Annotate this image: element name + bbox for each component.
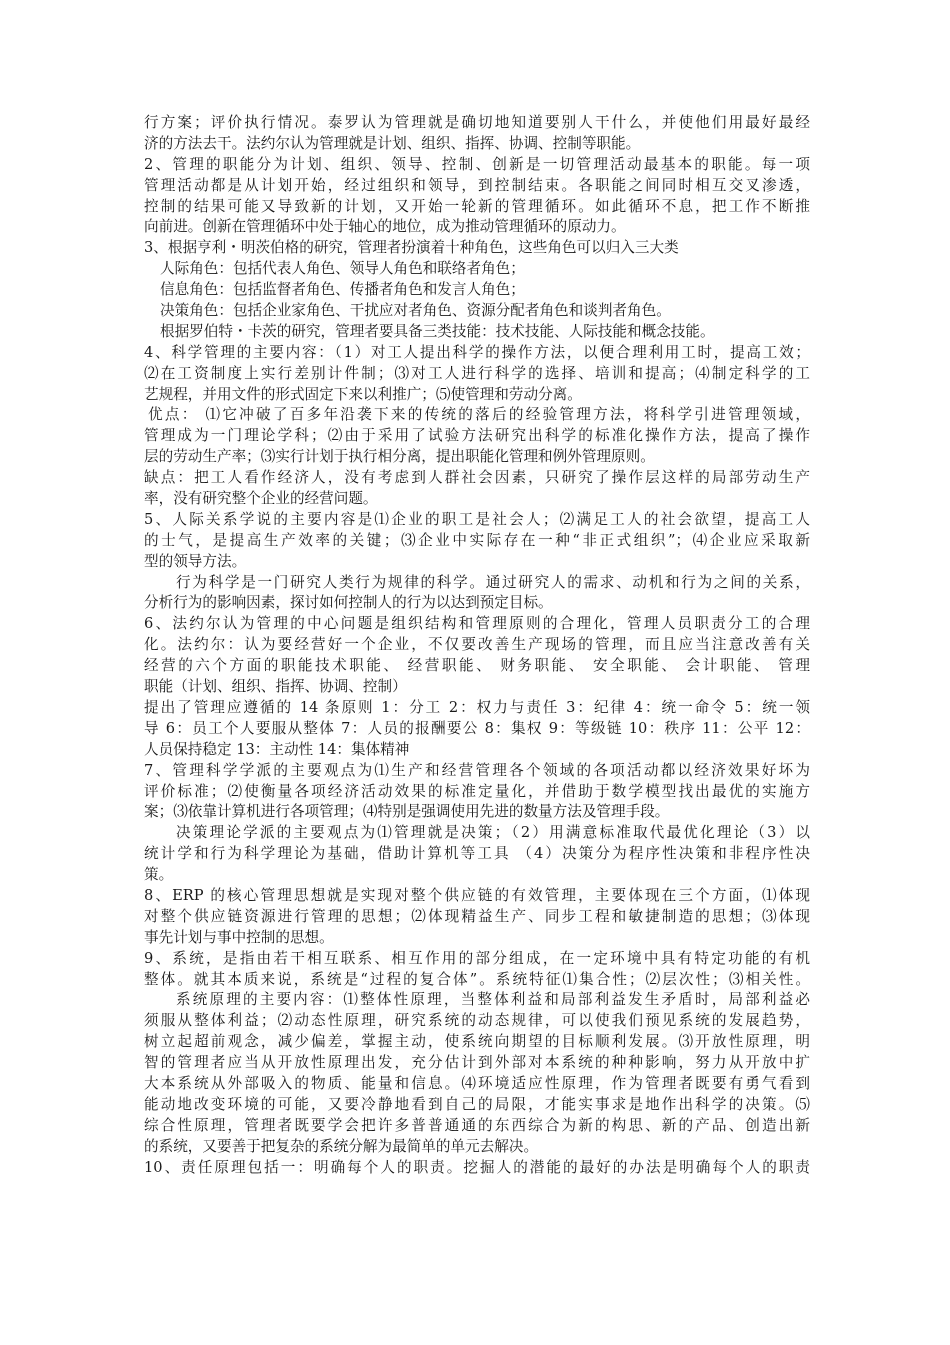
text-line: 层的劳动生产率；⑶实行计划于执行相分离，提出职能化管理和例外管理原则。 <box>144 448 655 466</box>
text-line: 5、人际关系学说的主要内容是⑴企业的职工是社会人；⑵满足工人的社会欲望，提高工人 <box>144 510 810 528</box>
text-line: 决策角色：包括企业家角色、干扰应对者角色、资源分配者角色和谈判者角色。 <box>160 302 671 320</box>
text-line: 管理成为一门理论学科；⑵由于采用了试验方法研究出科学的标准化操作方法，提高了操作 <box>144 427 810 445</box>
text-line: 对整个供应链资源进行管理的思想；⑵体现精益生产、同步工程和敏捷制造的思想；⑶体现 <box>144 907 810 925</box>
document-body <box>144 113 810 1178</box>
text-line: 分析行为的影响因素，探讨如何控制人的行为以达到预定目标。 <box>144 594 553 612</box>
text-line: 智的管理者应当从开放性原理出发，充分估计到外部对本系统的种种影响，努力从开放中扩 <box>144 1054 810 1072</box>
text-line: 优点： ⑴它冲破了百多年沿袭下来的传统的落后的经验管理方法，将科学引进管理领域， <box>148 406 810 424</box>
text-line: 10、责任原理包括一：明确每个人的职责。挖掘人的潜能的最好的办法是明确每个人的职责 <box>144 1158 810 1176</box>
text-line: 缺点：把工人看作经济人，没有考虑到人群社会因素，只研究了操作层这样的局部劳动生产 <box>144 469 810 487</box>
text-line: 率，没有研究整个企业的经营问题。 <box>144 490 378 508</box>
text-line: 提出了管理应遵循的 14 条原则 1：分工 2：权力与责任 3：纪律 4：统一命令 5：统一领 <box>144 698 810 716</box>
text-line: 根据罗伯特・卡茨的研究，管理者要具备三类技能：技术技能、人际技能和概念技能。 <box>160 322 715 340</box>
text-line: 整体。就其本质来说，系统是“过程的复合体”。系统特征⑴集合性；⑵层次性；⑶相关性。 <box>144 970 810 988</box>
text-line: 综合性原理，管理者既要学会把许多普普通通的东西综合为新的构思、新的产品、创造出新 <box>144 1116 810 1134</box>
text-line: 行为科学是一门研究人类行为规律的科学。通过研究人的需求、动机和行为之间的关系， <box>176 573 810 591</box>
text-line: 的系统，又要善于把复杂的系统分解为最简单的单元去解决。 <box>144 1137 539 1155</box>
text-line: 事先计划与事中控制的思想。 <box>144 928 334 946</box>
text-line: 艺规程，并用文件的形式固定下来以利推广；⑸使管理和劳动分离。 <box>144 385 582 403</box>
text-line: 化。法约尔：认为要经营好一个企业，不仅要改善生产现场的管理，而且应当注意改善有关 <box>144 636 810 654</box>
text-line: 3、根据亨利・明茨伯格的研究，管理者扮演着十种角色，这些角色可以归入三大类 <box>144 239 679 257</box>
text-line: 人员保持稳定 13：主动性 14：集体精神 <box>144 740 410 758</box>
text-line: 7、管理科学学派的主要观点为⑴生产和经营管理各个领域的各项活动都以经济效果好坏为 <box>144 761 810 779</box>
text-line: 管理活动都是从计划开始，经过组织和领导，到控制结束。各职能之间同时相互交叉渗透， <box>144 176 810 194</box>
text-line: 控制的结果可能又导致新的计划，又开始一轮新的管理循环。如此循环不息，把工作不断推 <box>144 197 810 215</box>
text-line: 须服从整体利益；⑵动态性原理，研究系统的动态规律，可以使我们预见系统的发展趋势， <box>144 1012 810 1030</box>
text-line: 评价标准；⑵使衡量各项经济活动效果的标准定量化，并借助于数学模型找出最优的实施方 <box>144 782 810 800</box>
text-line: 统计学和行为科学理论为基础，借助计算机等工具 （4）决策分为程序性决策和非程序性决 <box>144 845 810 863</box>
text-line: 系统原理的主要内容：⑴整体性原理，当整体利益和局部利益发生矛盾时，局部利益必 <box>176 991 810 1009</box>
text-line: 决策理论学派的主要观点为⑴管理就是决策；（2）用满意标准取代最优化理论（3）以 <box>176 824 810 842</box>
text-line: ⑵在工资制度上实行差别计件制；⑶对工人进行科学的选择、培训和提高；⑷制定科学的工 <box>144 364 810 382</box>
text-line: 大本系统从外部吸入的物质、能量和信息。⑷环境适应性原理，作为管理者既要有勇气看到 <box>144 1074 810 1092</box>
text-line: 型的领导方法。 <box>144 552 247 570</box>
text-line: 树立起超前观念，减少偏差，掌握主动，使系统向期望的目标顺利发展。⑶开放性原理，明 <box>144 1033 810 1051</box>
text-line: 信息角色：包括监督者角色、传播者角色和发言人角色； <box>160 281 525 299</box>
text-line: 2、管理的职能分为计划、组织、领导、控制、创新是一切管理活动最基本的职能。每一项 <box>144 155 810 173</box>
text-line: 案；⑶依靠计算机进行各项管理；⑷特别是强调使用先进的数量方法及管理手段。 <box>144 803 670 821</box>
text-line: 的士气，是提高生产效率的关键；⑶企业中实际存在一种“非正式组织”；⑷企业应采取新 <box>144 531 810 549</box>
text-line: 8、ERP 的核心管理思想就是实现对整个供应链的有效管理，主要体现在三个方面，⑴体现 <box>144 886 810 904</box>
text-line: 9、系统，是指由若干相互联系、相互作用的部分组成，在一定环境中具有特定功能的有机 <box>144 949 810 967</box>
text-line: 人际角色：包括代表人角色、领导人角色和联络者角色； <box>160 260 525 278</box>
text-line: 经营的六个方面的职能技术职能、 经营职能、 财务职能、 安全职能、 会计职能、 管理 <box>144 657 810 675</box>
text-line: 导 6：员工个人要服从整体 7：人员的报酬要公 8：集权 9：等级链 10：秩序 11：公平 12： <box>144 719 810 737</box>
text-line: 向前进。创新在管理循环中处于轴心的地位，成为推动管理循环的原动力。 <box>144 218 626 236</box>
text-line: 行方案；评价执行情况。泰罗认为管理就是确切地知道要别人干什么，并使他们用最好最经 <box>144 114 810 131</box>
text-line: 6、法约尔认为管理的中心问题是组织结构和管理原则的合理化，管理人员职责分工的合理 <box>144 615 810 633</box>
text-line: 能动地改变环境的可能，又要冷静地看到自己的局限，才能实事求是地作出科学的决策。⑸ <box>144 1095 810 1113</box>
text-line: 职能（计划、组织、指挥、协调、控制） <box>144 678 407 696</box>
text-line: 济的方法去干。法约尔认为管理就是计划、组织、指挥、协调、控制等职能。 <box>144 134 641 152</box>
text-line: 4、科学管理的主要内容：（1）对工人提出科学的操作方法，以便合理利用工时，提高工效； <box>144 343 810 361</box>
text-line: 策。 <box>144 866 174 884</box>
